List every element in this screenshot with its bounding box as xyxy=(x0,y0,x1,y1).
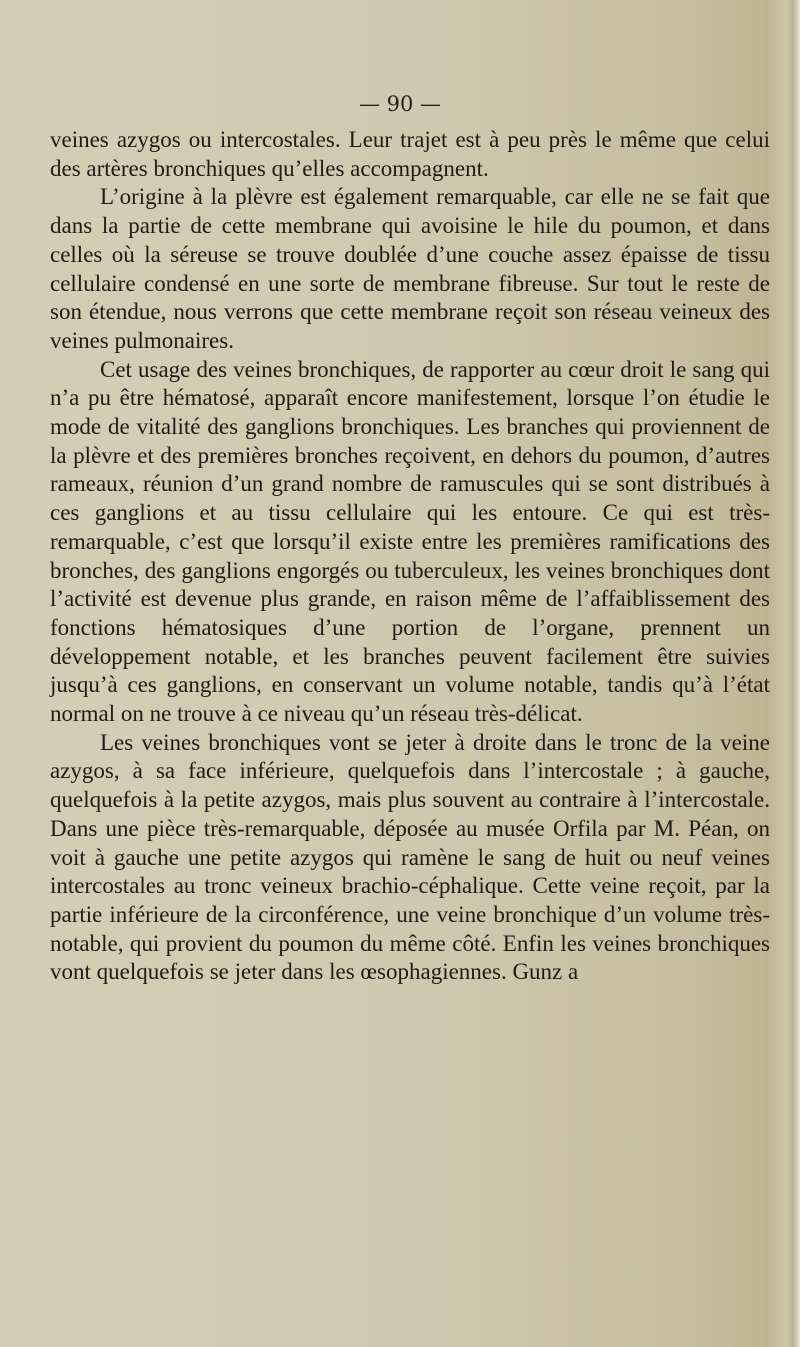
page-edge xyxy=(786,0,800,1347)
paragraph-4: Les veines bronchiques vont se jeter à droite dans le tronc de la veine azygos, à sa face inférieure, quelquefois dans l’intercostale ; à gauche, quelquefois à la petite azygos, mais plus souvent au contraire à l’intercostale. Dans une pièce très-remarquable, déposée au musée Orfila par M. Péan, on voit à gauche une petite azygos qui ramène le sang de huit ou neuf veines intercostales au tronc veineux brachio-céphalique. Cette veine reçoit, par la partie inférieure de la circonférence, une veine bronchique d’un volume très-notable, qui provient du poumon du même côté. Enfin les veines bronchiques vont quelquefois se jeter dans les œsophagiennes. Gunz a xyxy=(50,729,770,985)
paragraph-3: Cet usage des veines bronchiques, de rapporter au cœur droit le sang qui n’a pu être hématosé, apparaît encore manifestement, lorsque l’on étudie le mode de vitalité des ganglions bronchiques. Les branches qui proviennent de la plèvre et des premières bronches reçoivent, en dehors du poumon, d’autres rameaux, réunion d’un grand nombre de ramuscules qui se sont distribués à ces ganglions et au tissu cellulaire qui les entoure. Ce qui est très-remarquable, c’est que lorsqu’il existe entre les premières ramifications des bronches, des ganglions engorgés ou tuberculeux, les veines bronchiques dont l’activité est devenue plus grande, en raison même de l’affaiblissement des fonctions hématosiques d’une portion de l’organe, prennent un développement notable, et les branches peuvent facilement être suivies jusqu’à ces ganglions, en conservant un volume notable, tandis qu’à l’état normal on ne trouve à ce niveau qu’un réseau très-délicat. xyxy=(50,356,770,727)
paragraph-1: veines azygos ou intercostales. Leur trajet est à peu près le même que celui des artères bronchiques qu’elles accompagnent. xyxy=(50,127,770,181)
body-text xyxy=(50,126,770,987)
page-number: — 90 — xyxy=(358,92,442,116)
paragraph-2: L’origine à la plèvre est également remarquable, car elle ne se fait que dans la partie de cette membrane qui avoisine le hile du poumon, et dans celles où la séreuse se trouve doublée d’une couche assez épaisse de tissu cellulaire condensé en une sorte de membrane fibreuse. Sur tout le reste de son étendue, nous verrons que cette membrane reçoit son réseau veineux des veines pulmonaires. xyxy=(50,184,770,353)
